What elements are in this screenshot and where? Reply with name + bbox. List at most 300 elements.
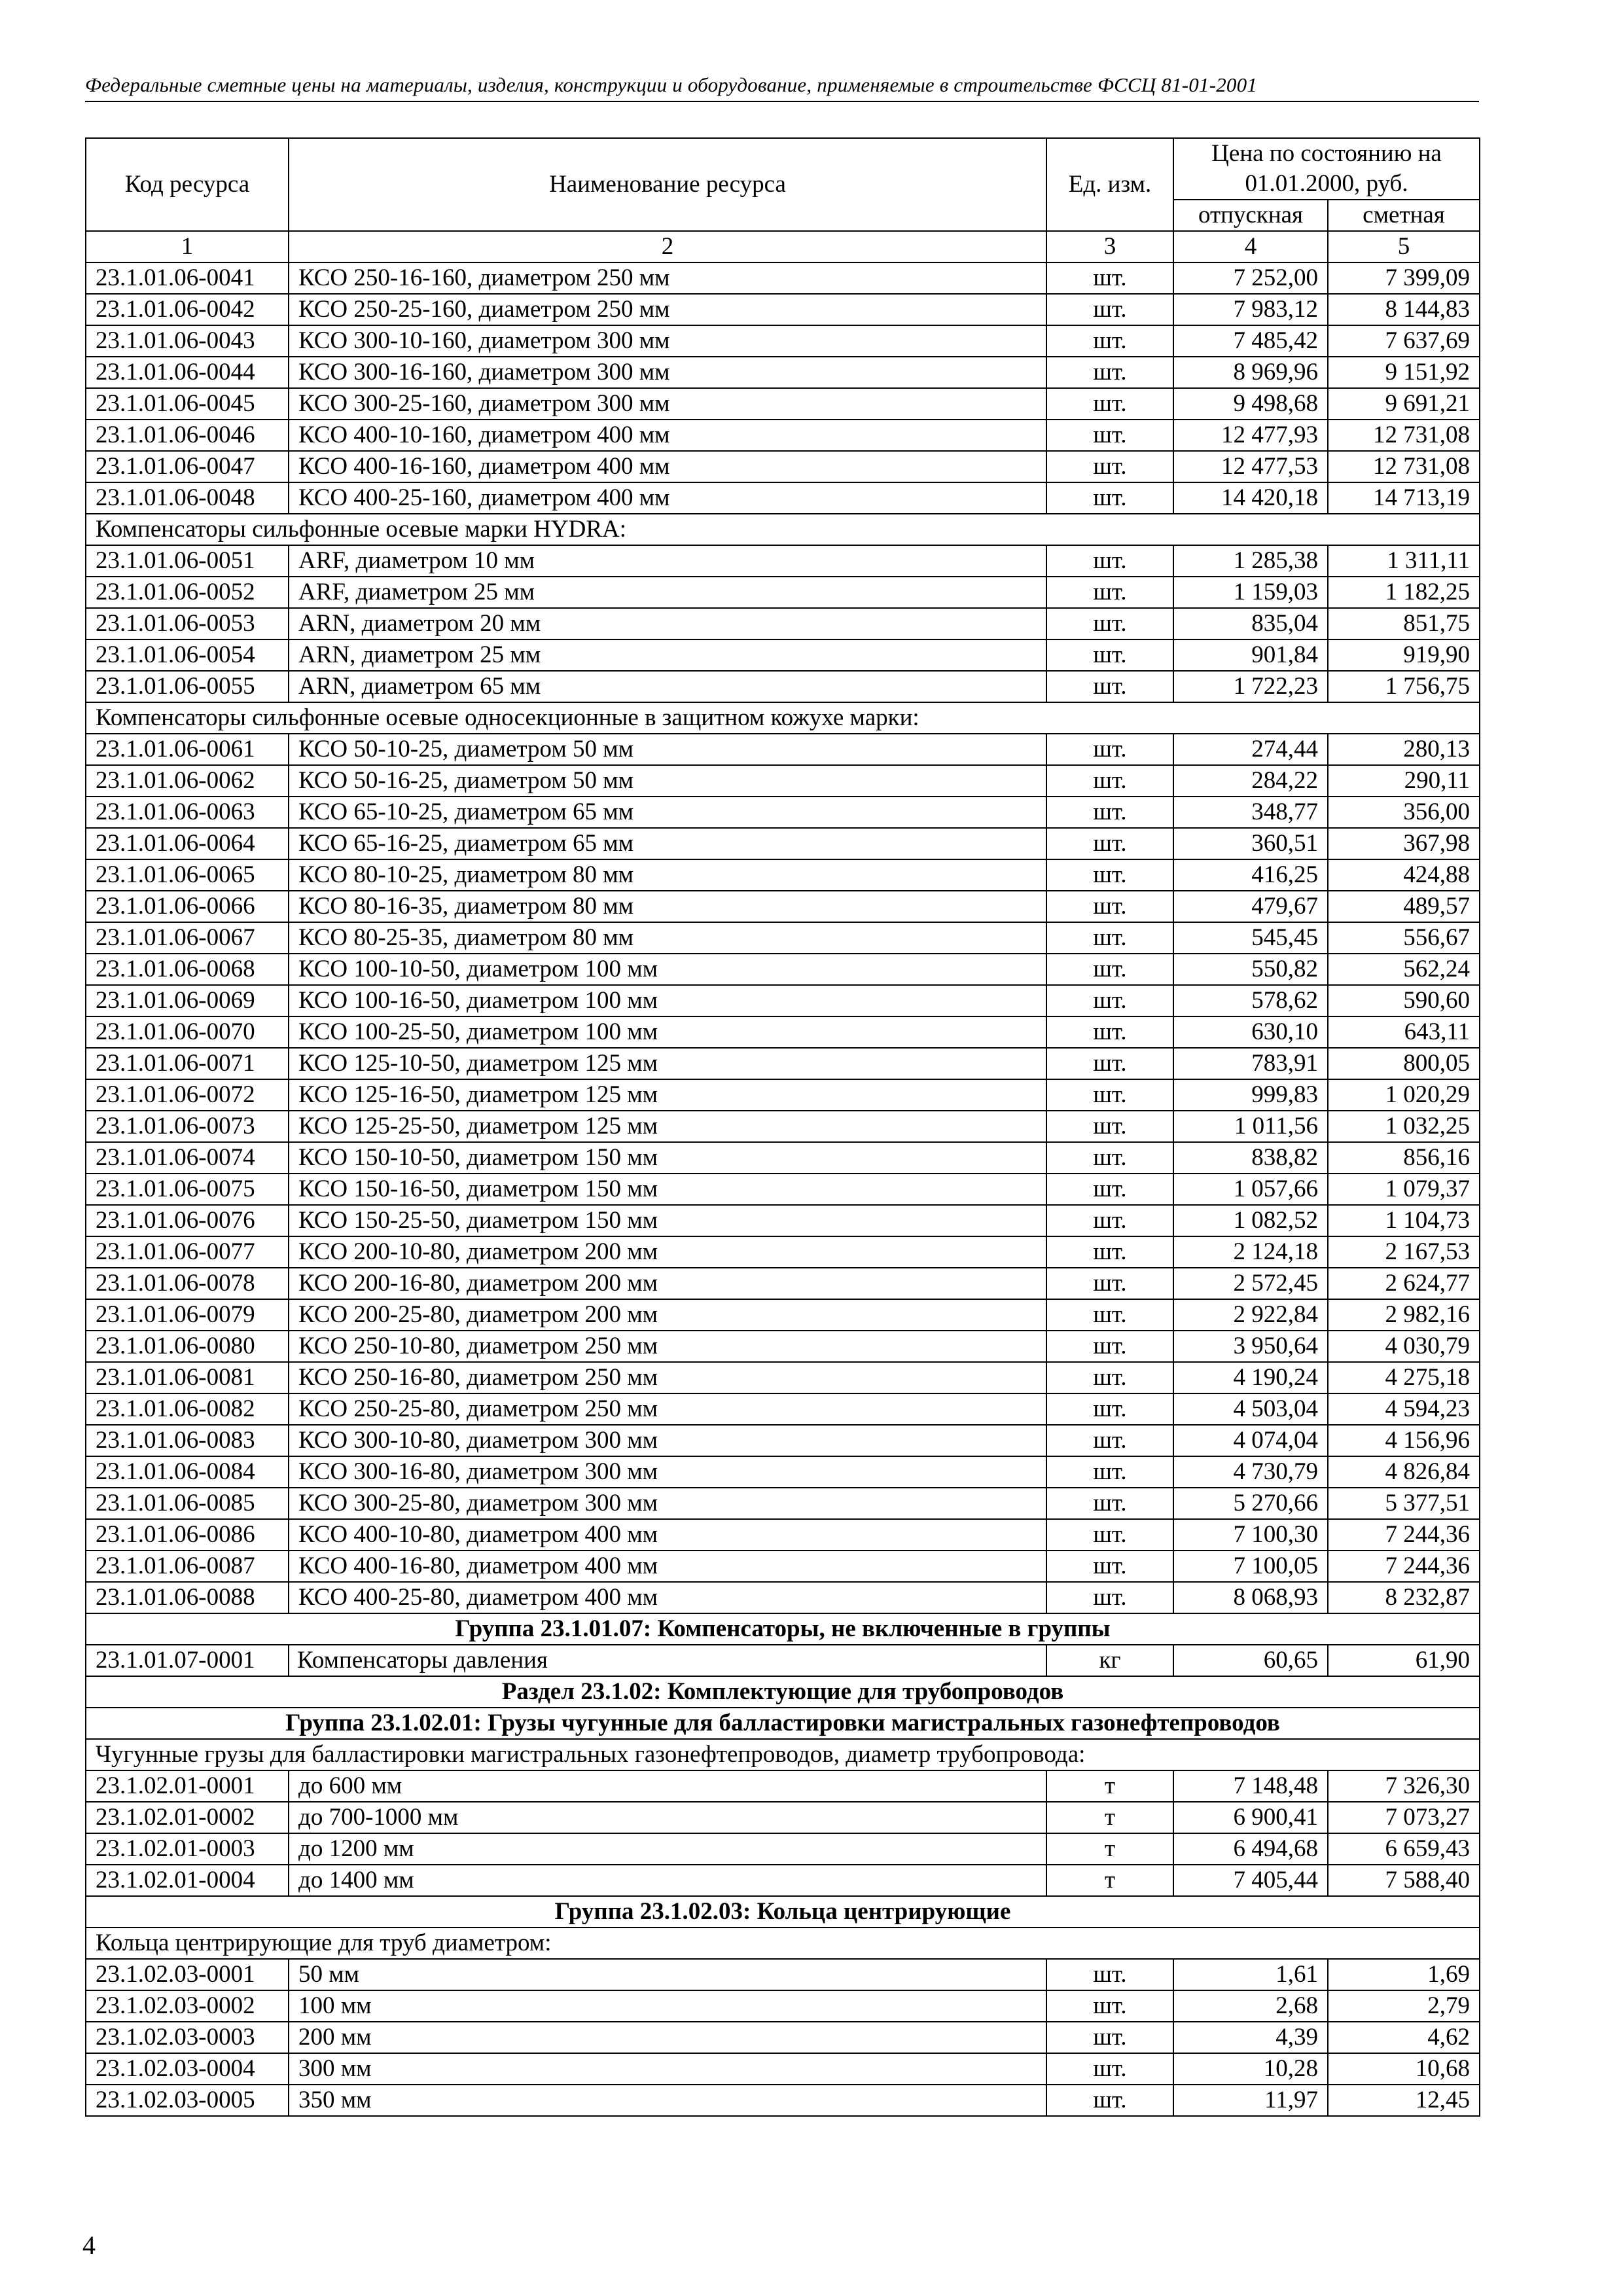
estimate-price: 489,57	[1328, 891, 1480, 922]
resource-code: 23.1.01.06-0043	[86, 325, 289, 357]
release-price: 12 477,53	[1173, 451, 1328, 482]
estimate-price: 12 731,08	[1328, 420, 1480, 451]
column-number: 5	[1328, 231, 1480, 262]
resource-name: КСО 50-16-25, диаметром 50 мм	[289, 765, 1046, 797]
resource-code: 23.1.01.06-0046	[86, 420, 289, 451]
resource-name: КСО 100-10-50, диаметром 100 мм	[289, 954, 1046, 985]
release-price: 7 983,12	[1173, 294, 1328, 325]
estimate-price: 14 713,19	[1328, 482, 1480, 514]
release-price: 348,77	[1173, 797, 1328, 828]
page-number: 4	[82, 2231, 96, 2260]
table-row	[86, 420, 1480, 451]
estimate-price: 424,88	[1328, 859, 1480, 891]
table-row	[86, 891, 1480, 922]
unit-cell: шт.	[1046, 954, 1173, 985]
table-row	[86, 985, 1480, 1016]
unit-cell: шт.	[1046, 1111, 1173, 1142]
unit-cell: шт.	[1046, 922, 1173, 954]
resource-name: КСО 300-10-160, диаметром 300 мм	[289, 325, 1046, 357]
table-row	[86, 262, 1480, 294]
resource-name: ARN, диаметром 25 мм	[289, 639, 1046, 671]
subgroup-title: Компенсаторы сильфонные осевые марки HYDRA:	[86, 514, 1480, 545]
estimate-price: 1,69	[1328, 1959, 1480, 1990]
table-row	[86, 1645, 1480, 1676]
table-row	[86, 1299, 1480, 1331]
unit-cell: шт.	[1046, 1582, 1173, 1613]
release-price: 783,91	[1173, 1048, 1328, 1079]
resource-name: до 1400 мм	[289, 1865, 1046, 1896]
resource-name: КСО 125-10-50, диаметром 125 мм	[289, 1048, 1046, 1079]
release-price: 479,67	[1173, 891, 1328, 922]
table-row	[86, 797, 1480, 828]
resource-code: 23.1.01.06-0074	[86, 1142, 289, 1174]
unit-cell: шт.	[1046, 388, 1173, 420]
estimate-price: 2,79	[1328, 1990, 1480, 2022]
unit-cell: шт.	[1046, 1016, 1173, 1048]
unit-cell: т	[1046, 1865, 1173, 1896]
resource-code: 23.1.01.06-0062	[86, 765, 289, 797]
release-price: 4 503,04	[1173, 1393, 1328, 1425]
resource-name: КСО 200-16-80, диаметром 200 мм	[289, 1268, 1046, 1299]
table-row	[86, 954, 1480, 985]
table-row	[86, 1551, 1480, 1582]
release-price: 2 572,45	[1173, 1268, 1328, 1299]
unit-cell: шт.	[1046, 2022, 1173, 2053]
resource-code: 23.1.01.06-0071	[86, 1048, 289, 1079]
unit-cell: шт.	[1046, 1268, 1173, 1299]
group-title: Группа 23.1.01.07: Компенсаторы, не включенные в группы	[86, 1613, 1480, 1645]
resource-code: 23.1.01.06-0064	[86, 828, 289, 859]
estimate-price: 7 244,36	[1328, 1551, 1480, 1582]
table-row	[86, 1079, 1480, 1111]
running-header: Федеральные сметные цены на материалы, изделия, конструкции и оборудование, применяемые в строительстве ФССЦ 81-01-2001	[85, 73, 1479, 102]
release-price: 1 722,23	[1173, 671, 1328, 702]
release-price: 1 011,56	[1173, 1111, 1328, 1142]
unit-cell: шт.	[1046, 891, 1173, 922]
unit-cell: шт.	[1046, 1393, 1173, 1425]
resource-code: 23.1.01.06-0052	[86, 577, 289, 608]
unit-cell: шт.	[1046, 985, 1173, 1016]
resource-name: ARN, диаметром 65 мм	[289, 671, 1046, 702]
table-row	[86, 1488, 1480, 1519]
resource-name: КСО 400-16-160, диаметром 400 мм	[289, 451, 1046, 482]
estimate-price: 856,16	[1328, 1142, 1480, 1174]
resource-code: 23.1.01.06-0081	[86, 1362, 289, 1393]
column-header-price: Цена по состоянию на 01.01.2000, руб.	[1173, 138, 1480, 200]
resource-name: КСО 300-25-80, диаметром 300 мм	[289, 1488, 1046, 1519]
resource-name: КСО 200-10-80, диаметром 200 мм	[289, 1236, 1046, 1268]
release-price: 60,65	[1173, 1645, 1328, 1676]
release-price: 1 285,38	[1173, 545, 1328, 577]
resource-name: КСО 400-25-80, диаметром 400 мм	[289, 1582, 1046, 1613]
subgroup-title: Компенсаторы сильфонные осевые односекционные в защитном кожухе марки:	[86, 702, 1480, 734]
table-row	[86, 1770, 1480, 1802]
estimate-price: 7 073,27	[1328, 1802, 1480, 1833]
estimate-price: 643,11	[1328, 1016, 1480, 1048]
release-price: 630,10	[1173, 1016, 1328, 1048]
resource-code: 23.1.02.03-0002	[86, 1990, 289, 2022]
table-row	[86, 922, 1480, 954]
unit-cell: шт.	[1046, 1142, 1173, 1174]
estimate-price: 61,90	[1328, 1645, 1480, 1676]
release-price: 5 270,66	[1173, 1488, 1328, 1519]
table-row	[86, 1582, 1480, 1613]
unit-cell: шт.	[1046, 1959, 1173, 1990]
estimate-price: 7 326,30	[1328, 1770, 1480, 1802]
resource-name: КСО 300-16-80, диаметром 300 мм	[289, 1456, 1046, 1488]
release-price: 1,61	[1173, 1959, 1328, 1990]
resource-name: КСО 400-16-80, диаметром 400 мм	[289, 1551, 1046, 1582]
table-row	[86, 639, 1480, 671]
resource-code: 23.1.01.06-0048	[86, 482, 289, 514]
table-header-row	[86, 138, 1480, 200]
unit-cell: шт.	[1046, 671, 1173, 702]
unit-cell: шт.	[1046, 639, 1173, 671]
resource-name: КСО 300-16-160, диаметром 300 мм	[289, 357, 1046, 388]
resource-name: КСО 250-16-80, диаметром 250 мм	[289, 1362, 1046, 1393]
group-row	[86, 1613, 1480, 1645]
resource-code: 23.1.02.01-0004	[86, 1865, 289, 1896]
release-price: 7 252,00	[1173, 262, 1328, 294]
table-row	[86, 1833, 1480, 1865]
resource-code: 23.1.01.06-0054	[86, 639, 289, 671]
table-row	[86, 1016, 1480, 1048]
release-price: 416,25	[1173, 859, 1328, 891]
estimate-price: 2 624,77	[1328, 1268, 1480, 1299]
subgroup-row	[86, 514, 1480, 545]
estimate-price: 6 659,43	[1328, 1833, 1480, 1865]
column-number-row	[86, 231, 1480, 262]
release-price: 7 100,30	[1173, 1519, 1328, 1551]
release-price: 284,22	[1173, 765, 1328, 797]
resource-code: 23.1.01.06-0084	[86, 1456, 289, 1488]
unit-cell: шт.	[1046, 357, 1173, 388]
subgroup-row	[86, 1739, 1480, 1770]
release-price: 10,28	[1173, 2053, 1328, 2085]
resource-code: 23.1.01.06-0041	[86, 262, 289, 294]
estimate-price: 9 151,92	[1328, 357, 1480, 388]
resource-code: 23.1.02.03-0003	[86, 2022, 289, 2053]
resource-code: 23.1.01.06-0044	[86, 357, 289, 388]
resource-name: КСО 80-16-35, диаметром 80 мм	[289, 891, 1046, 922]
resource-name: КСО 125-25-50, диаметром 125 мм	[289, 1111, 1046, 1142]
column-header-name: Наименование ресурса	[289, 138, 1046, 231]
estimate-price: 7 588,40	[1328, 1865, 1480, 1896]
resource-code: 23.1.01.06-0085	[86, 1488, 289, 1519]
estimate-price: 851,75	[1328, 608, 1480, 639]
release-price: 7 485,42	[1173, 325, 1328, 357]
resource-name: КСО 50-10-25, диаметром 50 мм	[289, 734, 1046, 765]
resource-name: КСО 65-10-25, диаметром 65 мм	[289, 797, 1046, 828]
unit-cell: шт.	[1046, 1519, 1173, 1551]
resource-code: 23.1.01.06-0055	[86, 671, 289, 702]
resource-code: 23.1.01.06-0083	[86, 1425, 289, 1456]
resource-code: 23.1.01.06-0072	[86, 1079, 289, 1111]
estimate-price: 1 311,11	[1328, 545, 1480, 577]
resource-code: 23.1.01.06-0082	[86, 1393, 289, 1425]
group-row	[86, 1708, 1480, 1739]
table-row	[86, 1393, 1480, 1425]
release-price: 14 420,18	[1173, 482, 1328, 514]
table-row	[86, 1205, 1480, 1236]
estimate-price: 1 020,29	[1328, 1079, 1480, 1111]
resource-name: 200 мм	[289, 2022, 1046, 2053]
resource-name: КСО 80-10-25, диаметром 80 мм	[289, 859, 1046, 891]
estimate-price: 8 144,83	[1328, 294, 1480, 325]
resource-name: КСО 150-25-50, диаметром 150 мм	[289, 1205, 1046, 1236]
table-row	[86, 294, 1480, 325]
estimate-price: 4 826,84	[1328, 1456, 1480, 1488]
table-row	[86, 1425, 1480, 1456]
resource-code: 23.1.01.06-0086	[86, 1519, 289, 1551]
estimate-price: 4 594,23	[1328, 1393, 1480, 1425]
resource-code: 23.1.01.06-0070	[86, 1016, 289, 1048]
resource-name: Компенсаторы давления	[289, 1645, 1046, 1676]
release-price: 4 730,79	[1173, 1456, 1328, 1488]
release-price: 578,62	[1173, 985, 1328, 1016]
subgroup-row	[86, 702, 1480, 734]
estimate-price: 10,68	[1328, 2053, 1480, 2085]
column-header-estimate: сметная	[1328, 200, 1480, 231]
resource-name: КСО 400-10-80, диаметром 400 мм	[289, 1519, 1046, 1551]
table-row	[86, 1802, 1480, 1833]
resource-code: 23.1.01.06-0087	[86, 1551, 289, 1582]
table-row	[86, 734, 1480, 765]
release-price: 1 082,52	[1173, 1205, 1328, 1236]
unit-cell: шт.	[1046, 1299, 1173, 1331]
table-row	[86, 1048, 1480, 1079]
release-price: 7 100,05	[1173, 1551, 1328, 1582]
resource-name: 300 мм	[289, 2053, 1046, 2085]
release-price: 6 494,68	[1173, 1833, 1328, 1865]
resource-code: 23.1.02.01-0003	[86, 1833, 289, 1865]
resource-name: КСО 250-16-160, диаметром 250 мм	[289, 262, 1046, 294]
unit-cell: шт.	[1046, 1079, 1173, 1111]
column-number: 3	[1046, 231, 1173, 262]
table-row	[86, 1111, 1480, 1142]
resource-name: до 600 мм	[289, 1770, 1046, 1802]
unit-cell: шт.	[1046, 1205, 1173, 1236]
unit-cell: шт.	[1046, 262, 1173, 294]
release-price: 1 057,66	[1173, 1174, 1328, 1205]
release-price: 2 124,18	[1173, 1236, 1328, 1268]
resource-code: 23.1.01.07-0001	[86, 1645, 289, 1676]
table-row	[86, 1959, 1480, 1990]
estimate-price: 12,45	[1328, 2085, 1480, 2116]
release-price: 12 477,93	[1173, 420, 1328, 451]
resource-name: КСО 400-10-160, диаметром 400 мм	[289, 420, 1046, 451]
table-row	[86, 325, 1480, 357]
table-row	[86, 1990, 1480, 2022]
resource-code: 23.1.01.06-0042	[86, 294, 289, 325]
resource-name: 100 мм	[289, 1990, 1046, 2022]
release-price: 8 068,93	[1173, 1582, 1328, 1613]
release-price: 4,39	[1173, 2022, 1328, 2053]
unit-cell: шт.	[1046, 1362, 1173, 1393]
unit-cell: шт.	[1046, 1331, 1173, 1362]
table-row	[86, 388, 1480, 420]
table-row	[86, 2053, 1480, 2085]
section-row	[86, 1676, 1480, 1708]
table-row	[86, 482, 1480, 514]
estimate-price: 556,67	[1328, 922, 1480, 954]
resource-name: КСО 80-25-35, диаметром 80 мм	[289, 922, 1046, 954]
table-row	[86, 1268, 1480, 1299]
unit-cell: шт.	[1046, 1236, 1173, 1268]
unit-cell: шт.	[1046, 545, 1173, 577]
column-header-unit: Ед. изм.	[1046, 138, 1173, 231]
release-price: 11,97	[1173, 2085, 1328, 2116]
resource-code: 23.1.01.06-0051	[86, 545, 289, 577]
resource-code: 23.1.01.06-0078	[86, 1268, 289, 1299]
unit-cell: т	[1046, 1770, 1173, 1802]
resource-code: 23.1.01.06-0045	[86, 388, 289, 420]
estimate-price: 5 377,51	[1328, 1488, 1480, 1519]
estimate-price: 280,13	[1328, 734, 1480, 765]
resource-code: 23.1.01.06-0075	[86, 1174, 289, 1205]
group-row	[86, 1896, 1480, 1928]
resource-code: 23.1.01.06-0063	[86, 797, 289, 828]
release-price: 999,83	[1173, 1079, 1328, 1111]
unit-cell: шт.	[1046, 2085, 1173, 2116]
resource-code: 23.1.02.03-0001	[86, 1959, 289, 1990]
resource-code: 23.1.01.06-0073	[86, 1111, 289, 1142]
resource-name: 50 мм	[289, 1959, 1046, 1990]
unit-cell: шт.	[1046, 325, 1173, 357]
resource-code: 23.1.01.06-0065	[86, 859, 289, 891]
resource-code: 23.1.02.03-0005	[86, 2085, 289, 2116]
subgroup-title: Кольца центрирующие для труб диаметром:	[86, 1928, 1480, 1959]
estimate-price: 4 156,96	[1328, 1425, 1480, 1456]
estimate-price: 1 182,25	[1328, 577, 1480, 608]
unit-cell: т	[1046, 1833, 1173, 1865]
table-row	[86, 1142, 1480, 1174]
resource-name: КСО 300-10-80, диаметром 300 мм	[289, 1425, 1046, 1456]
estimate-price: 4 030,79	[1328, 1331, 1480, 1362]
unit-cell: шт.	[1046, 482, 1173, 514]
release-price: 2,68	[1173, 1990, 1328, 2022]
group-title: Группа 23.1.02.03: Кольца центрирующие	[86, 1896, 1480, 1928]
release-price: 545,45	[1173, 922, 1328, 954]
resource-name: ARF, диаметром 25 мм	[289, 577, 1046, 608]
resource-name: КСО 400-25-160, диаметром 400 мм	[289, 482, 1046, 514]
resource-name: КСО 125-16-50, диаметром 125 мм	[289, 1079, 1046, 1111]
unit-cell: т	[1046, 1802, 1173, 1833]
unit-cell: шт.	[1046, 1551, 1173, 1582]
resource-code: 23.1.02.01-0002	[86, 1802, 289, 1833]
table-row	[86, 1236, 1480, 1268]
unit-cell: шт.	[1046, 1488, 1173, 1519]
resource-code: 23.1.02.03-0004	[86, 2053, 289, 2085]
unit-cell: шт.	[1046, 294, 1173, 325]
resource-name: до 700-1000 мм	[289, 1802, 1046, 1833]
resource-name: ARN, диаметром 20 мм	[289, 608, 1046, 639]
unit-cell: шт.	[1046, 828, 1173, 859]
estimate-price: 9 691,21	[1328, 388, 1480, 420]
release-price: 838,82	[1173, 1142, 1328, 1174]
unit-cell: шт.	[1046, 2053, 1173, 2085]
column-number: 4	[1173, 231, 1328, 262]
estimate-price: 590,60	[1328, 985, 1480, 1016]
estimate-price: 4,62	[1328, 2022, 1480, 2053]
unit-cell: шт.	[1046, 859, 1173, 891]
estimate-price: 1 032,25	[1328, 1111, 1480, 1142]
resource-code: 23.1.01.06-0053	[86, 608, 289, 639]
estimate-price: 1 079,37	[1328, 1174, 1480, 1205]
estimate-price: 7 244,36	[1328, 1519, 1480, 1551]
estimate-price: 290,11	[1328, 765, 1480, 797]
estimate-price: 919,90	[1328, 639, 1480, 671]
unit-cell: кг	[1046, 1645, 1173, 1676]
release-price: 3 950,64	[1173, 1331, 1328, 1362]
release-price: 7 148,48	[1173, 1770, 1328, 1802]
resource-code: 23.1.01.06-0080	[86, 1331, 289, 1362]
release-price: 274,44	[1173, 734, 1328, 765]
unit-cell: шт.	[1046, 1456, 1173, 1488]
resource-name: до 1200 мм	[289, 1833, 1046, 1865]
estimate-price: 356,00	[1328, 797, 1480, 828]
unit-cell: шт.	[1046, 1990, 1173, 2022]
estimate-price: 7 637,69	[1328, 325, 1480, 357]
price-table	[85, 137, 1480, 2117]
estimate-price: 12 731,08	[1328, 451, 1480, 482]
release-price: 4 074,04	[1173, 1425, 1328, 1456]
group-title: Группа 23.1.02.01: Грузы чугунные для балластировки магистральных газонефтепроводов	[86, 1708, 1480, 1739]
release-price: 550,82	[1173, 954, 1328, 985]
resource-name: КСО 150-10-50, диаметром 150 мм	[289, 1142, 1046, 1174]
estimate-price: 2 982,16	[1328, 1299, 1480, 1331]
release-price: 7 405,44	[1173, 1865, 1328, 1896]
release-price: 8 969,96	[1173, 357, 1328, 388]
unit-cell: шт.	[1046, 1048, 1173, 1079]
table-row	[86, 1362, 1480, 1393]
resource-name: КСО 250-25-160, диаметром 250 мм	[289, 294, 1046, 325]
unit-cell: шт.	[1046, 734, 1173, 765]
resource-code: 23.1.01.06-0066	[86, 891, 289, 922]
table-row	[86, 1865, 1480, 1896]
resource-name: КСО 100-25-50, диаметром 100 мм	[289, 1016, 1046, 1048]
estimate-price: 1 104,73	[1328, 1205, 1480, 1236]
unit-cell: шт.	[1046, 765, 1173, 797]
resource-code: 23.1.01.06-0079	[86, 1299, 289, 1331]
table-row	[86, 577, 1480, 608]
resource-code: 23.1.01.06-0076	[86, 1205, 289, 1236]
table-row	[86, 671, 1480, 702]
estimate-price: 7 399,09	[1328, 262, 1480, 294]
table-row	[86, 357, 1480, 388]
column-header-release: отпускная	[1173, 200, 1328, 231]
unit-cell: шт.	[1046, 1425, 1173, 1456]
subgroup-title: Чугунные грузы для балластировки магистральных газонефтепроводов, диаметр трубопровода:	[86, 1739, 1480, 1770]
release-price: 6 900,41	[1173, 1802, 1328, 1833]
estimate-price: 367,98	[1328, 828, 1480, 859]
release-price: 1 159,03	[1173, 577, 1328, 608]
table-row	[86, 2022, 1480, 2053]
resource-name: КСО 250-10-80, диаметром 250 мм	[289, 1331, 1046, 1362]
table-body	[86, 262, 1480, 2116]
resource-code: 23.1.01.06-0067	[86, 922, 289, 954]
estimate-price: 2 167,53	[1328, 1236, 1480, 1268]
table-row	[86, 1174, 1480, 1205]
resource-name: ARF, диаметром 10 мм	[289, 545, 1046, 577]
estimate-price: 8 232,87	[1328, 1582, 1480, 1613]
release-price: 9 498,68	[1173, 388, 1328, 420]
release-price: 4 190,24	[1173, 1362, 1328, 1393]
table-row	[86, 451, 1480, 482]
table-row	[86, 859, 1480, 891]
table-row	[86, 545, 1480, 577]
resource-code: 23.1.01.06-0068	[86, 954, 289, 985]
